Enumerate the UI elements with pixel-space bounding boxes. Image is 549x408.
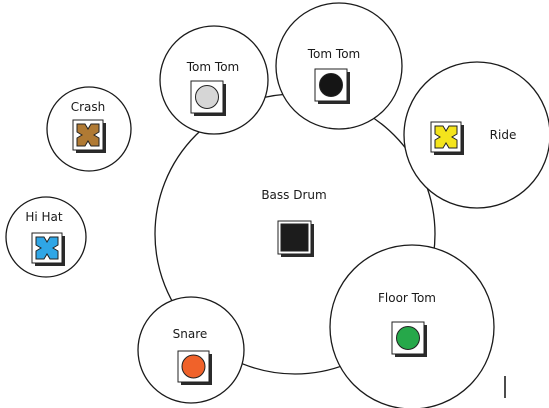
tom-tom-right[interactable]: [276, 3, 402, 129]
tom-tom-right-pad-icon: [315, 69, 350, 104]
hi-hat-cymbal[interactable]: [6, 197, 86, 277]
hi-hat-cymbal-pad-icon: [32, 233, 65, 266]
tom-tom-left-shell: [160, 26, 268, 134]
snare-drum[interactable]: [138, 297, 244, 403]
tom-tom-left[interactable]: [160, 26, 268, 134]
crash-cymbal[interactable]: [47, 87, 131, 171]
hi-hat-cymbal-label: Hi Hat: [25, 210, 63, 224]
tom-tom-left-pad-icon: [191, 81, 226, 116]
snare-drum-pad-icon: [178, 351, 212, 385]
floor-tom-label: Floor Tom: [378, 291, 436, 305]
tom-tom-right-label: Tom Tom: [307, 47, 361, 61]
tom-tom-right-shell: [276, 3, 402, 129]
snare-drum-label: Snare: [172, 327, 208, 341]
bass-drum-label: Bass Drum: [261, 188, 327, 202]
ride-cymbal-label: Ride: [489, 128, 517, 142]
ride-cymbal[interactable]: [404, 62, 549, 208]
snare-drum-shell: [138, 297, 244, 403]
bass-drum-pad-icon: [278, 221, 314, 257]
tom-tom-left-label: Tom Tom: [186, 60, 240, 74]
ride-cymbal-pad-icon: [431, 122, 464, 155]
crash-cymbal-pad-icon: [73, 120, 106, 153]
crash-cymbal-label: Crash: [70, 100, 106, 114]
ride-cymbal-shell: [404, 62, 549, 208]
floor-tom[interactable]: [330, 245, 494, 408]
floor-tom-pad-icon: [392, 322, 427, 357]
